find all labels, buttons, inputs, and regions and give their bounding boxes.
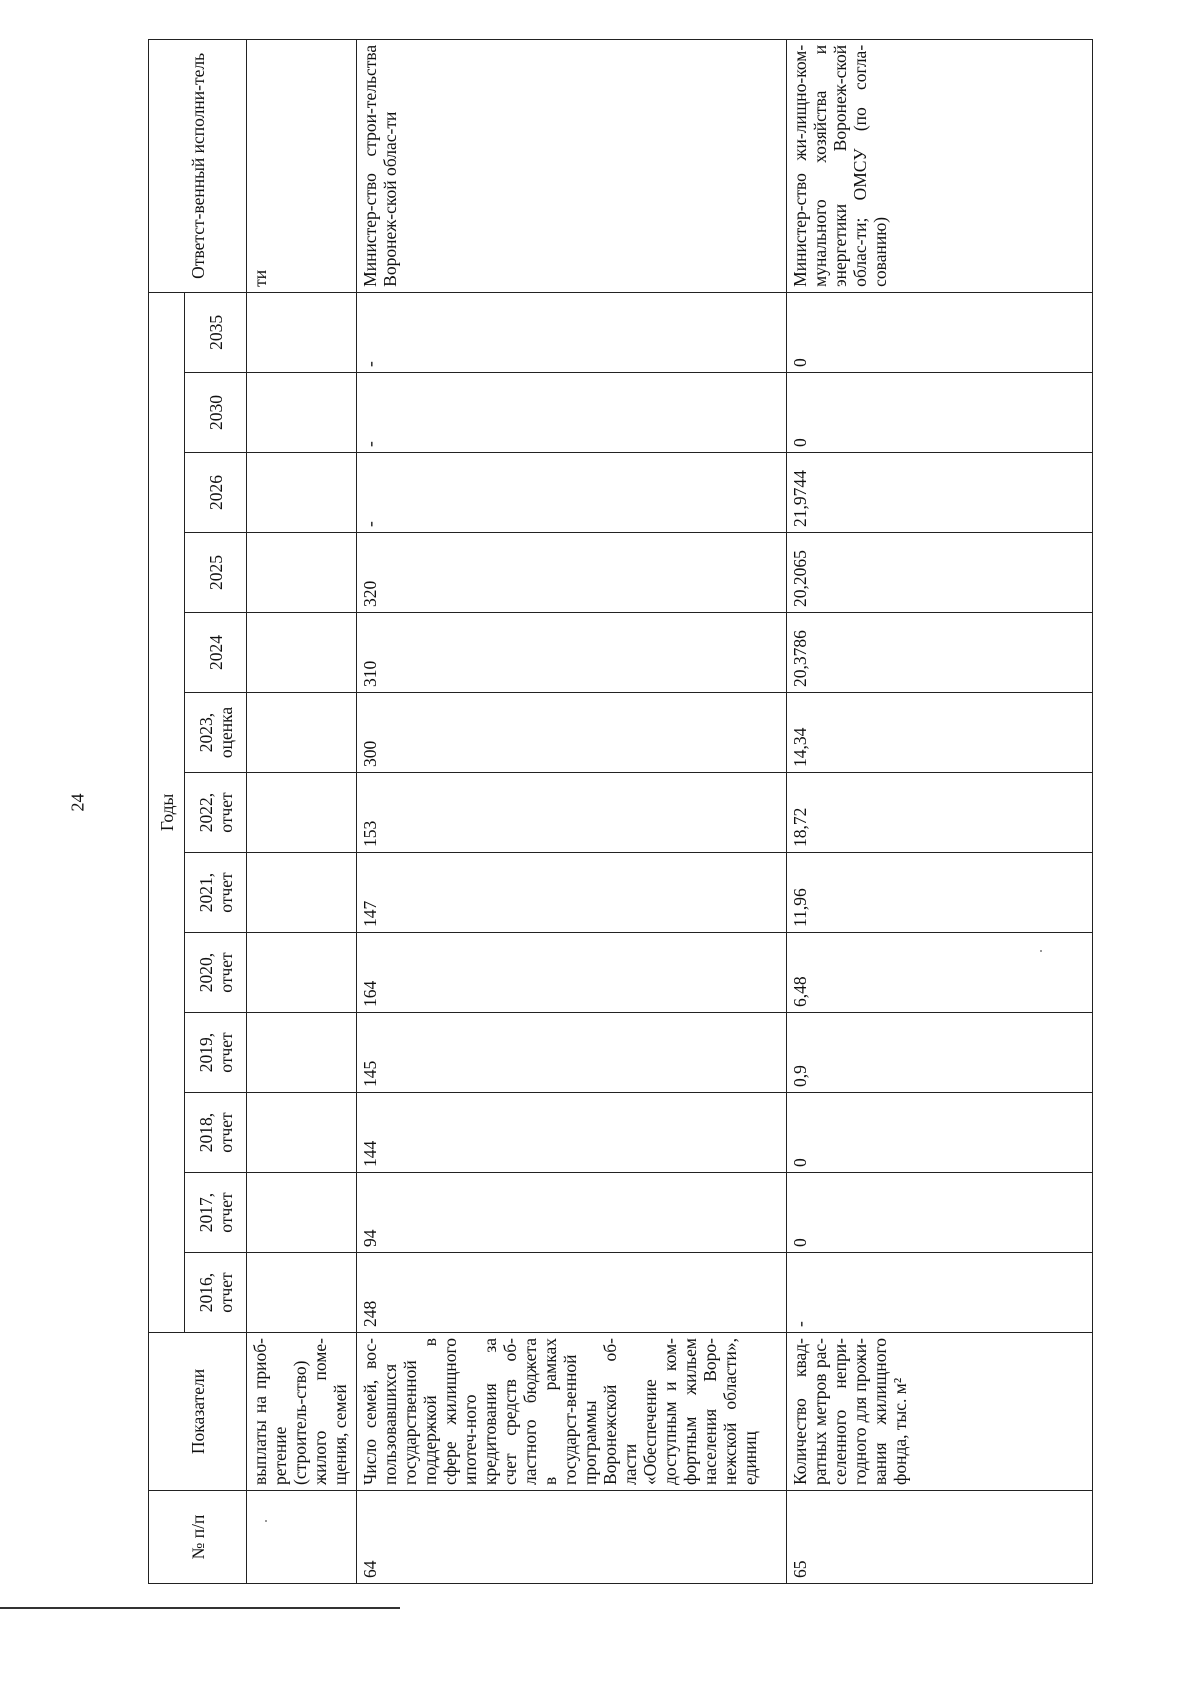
header-year: 2025 xyxy=(185,533,247,613)
header-year: 2035 xyxy=(185,292,247,372)
row-value: - xyxy=(787,1253,1093,1333)
header-year: 2017, отчет xyxy=(185,1173,247,1253)
bottom-rule xyxy=(0,1607,400,1609)
row-indicator: выплаты на приоб-ретение (строитель-ство) жилого поме-щения, семей xyxy=(247,1333,357,1491)
row-value xyxy=(247,933,357,1013)
row-value xyxy=(247,693,357,773)
header-indicator: Показатели xyxy=(149,1333,247,1491)
header-year: 2018, отчет xyxy=(185,1093,247,1173)
row-responsible: Министер-ство жи-лищно-ком-мунального хозяйства и энергетики Воронеж-ской облас-ти; ОМСУ (по согла-сованию) xyxy=(787,39,1093,292)
row-value: 0 xyxy=(787,1173,1093,1253)
row-value: - xyxy=(357,292,787,372)
header-year: 2024 xyxy=(185,613,247,693)
row-value: 20,2065 xyxy=(787,533,1093,613)
header-year: 2021, отчет xyxy=(185,853,247,933)
row-value: 320 xyxy=(357,533,787,613)
indicators-table xyxy=(148,39,1093,1584)
row-value: 0 xyxy=(787,292,1093,372)
row-value: 6,48 xyxy=(787,933,1093,1013)
row-value: 310 xyxy=(357,613,787,693)
row-value: 0 xyxy=(787,373,1093,453)
row-value: 0 xyxy=(787,1093,1093,1173)
header-year: 2020, отчет xyxy=(185,933,247,1013)
row-value: 300 xyxy=(357,693,787,773)
row-value: 153 xyxy=(357,773,787,853)
row-value: - xyxy=(357,373,787,453)
row-value: 94 xyxy=(357,1173,787,1253)
header-year: 2030 xyxy=(185,373,247,453)
row-num xyxy=(247,1491,357,1584)
page-number: 24 xyxy=(67,793,88,812)
row-value: 248 xyxy=(357,1253,787,1333)
row-value xyxy=(247,1093,357,1173)
scan-speck xyxy=(265,1520,267,1522)
row-num: 65 xyxy=(787,1491,1093,1584)
row-responsible: ти xyxy=(247,39,357,292)
row-value: 11,96 xyxy=(787,853,1093,933)
row-value xyxy=(247,292,357,372)
row-value: 14,34 xyxy=(787,693,1093,773)
row-value xyxy=(247,853,357,933)
table-row xyxy=(787,39,1093,1583)
row-value xyxy=(247,1173,357,1253)
header-responsible: Ответст-венный исполни-тель xyxy=(149,39,247,292)
rotated-table-container xyxy=(148,40,1092,1584)
row-value xyxy=(247,613,357,693)
row-value: 21,9744 xyxy=(787,453,1093,533)
row-value xyxy=(247,373,357,453)
row-value: 20,3786 xyxy=(787,613,1093,693)
header-year: 2016, отчет xyxy=(185,1253,247,1333)
table-row xyxy=(247,39,357,1583)
row-value: 144 xyxy=(357,1093,787,1173)
row-value xyxy=(247,1013,357,1093)
row-value: 164 xyxy=(357,933,787,1013)
row-indicator: Число семей, вос-пользовавшихся государственной поддержкой в сфере жилищного ипотеч-ного кредитования за счет средств об-ластного бюджета в рамках государст-венной программы Воронежской об-ласти «Обеспечение доступным и ком-фортным жильем населения Воро-нежской области», единиц xyxy=(357,1333,787,1491)
header-num: № п/п xyxy=(149,1491,247,1584)
row-value: 18,72 xyxy=(787,773,1093,853)
scan-speck xyxy=(1040,950,1042,952)
table-row xyxy=(357,39,787,1583)
row-value: 147 xyxy=(357,853,787,933)
row-num: 64 xyxy=(357,1491,787,1584)
header-year: 2019, отчет xyxy=(185,1013,247,1093)
row-value: - xyxy=(357,453,787,533)
header-years: Годы xyxy=(149,292,185,1332)
header-year: 2026 xyxy=(185,453,247,533)
row-indicator: Количество квад-ратных метров рас-селенного непри-годного для прожи-вания жилищного фонда, тыс. м² xyxy=(787,1333,1093,1491)
row-value: 145 xyxy=(357,1013,787,1093)
row-value xyxy=(247,773,357,853)
row-responsible: Министер-ство строи-тельства Воронеж-ской облас-ти xyxy=(357,39,787,292)
header-year: 2023, оценка xyxy=(185,693,247,773)
row-value xyxy=(247,533,357,613)
row-value: 0,9 xyxy=(787,1013,1093,1093)
row-value xyxy=(247,1253,357,1333)
row-value xyxy=(247,453,357,533)
header-year: 2022, отчет xyxy=(185,773,247,853)
